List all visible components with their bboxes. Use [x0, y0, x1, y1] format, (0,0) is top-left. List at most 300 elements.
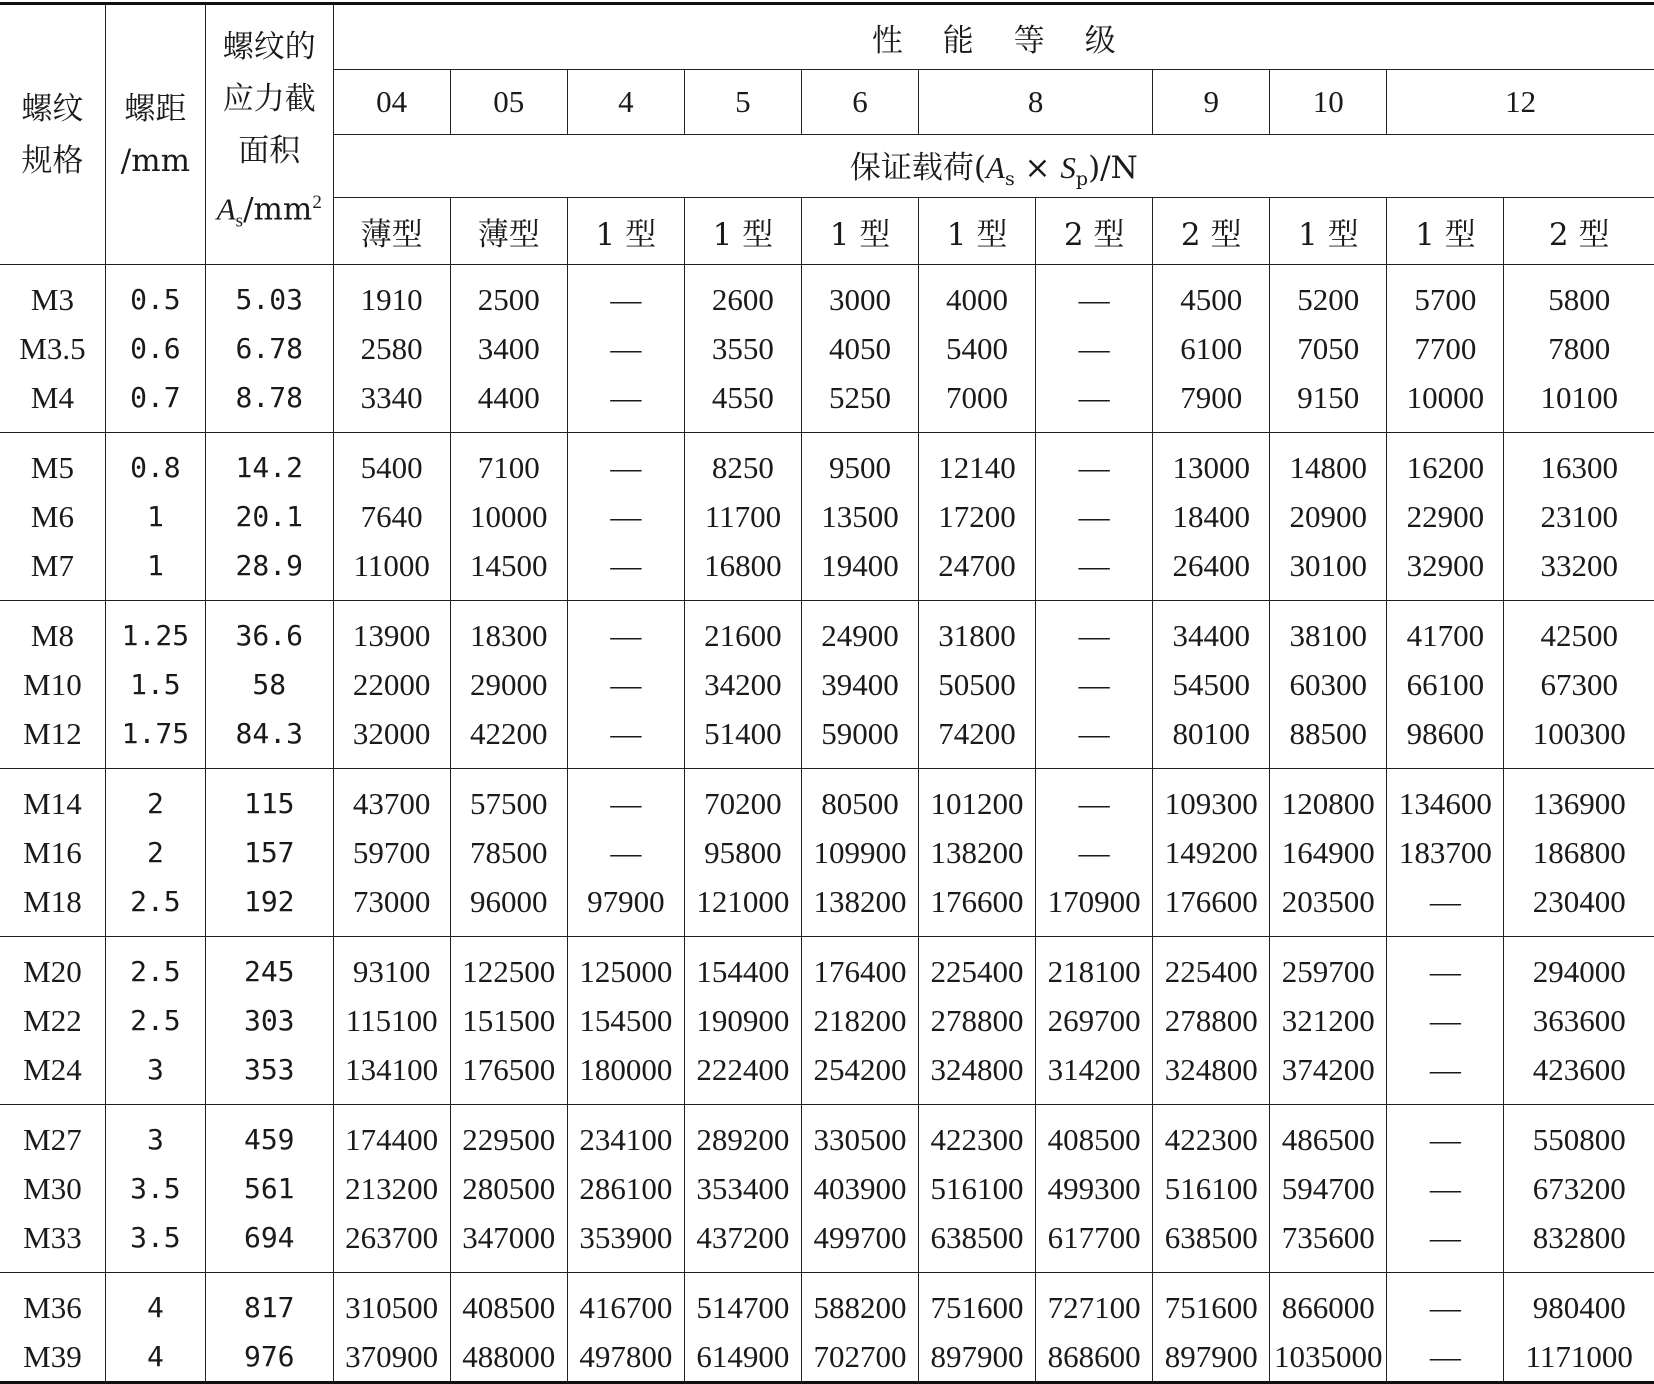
- proof-load-cell: 16300: [1504, 433, 1654, 493]
- proof-load-cell: 93100: [333, 937, 450, 997]
- thread-spec-cell: M24: [0, 1045, 105, 1105]
- nut-type-cell: 1 型: [1387, 198, 1504, 265]
- proof-load-cell: 18400: [1153, 492, 1270, 541]
- proof-load-cell: 134600: [1387, 769, 1504, 829]
- proof-load-a-sub: s: [1004, 168, 1015, 191]
- proof-load-cell: 353900: [567, 1213, 684, 1273]
- stress-area-cell: 36.6: [205, 601, 333, 661]
- proof-load-cell: 7100: [450, 433, 567, 493]
- proof-load-cell: —: [1387, 937, 1504, 997]
- proof-load-cell: 353400: [684, 1164, 801, 1213]
- proof-load-cell: 186800: [1504, 828, 1654, 877]
- pitch-cell: 2: [105, 769, 205, 829]
- proof-load-cell: 594700: [1270, 1164, 1387, 1213]
- stress-area-symbol-sub: s: [235, 210, 244, 232]
- proof-load-cell: 866000: [1270, 1273, 1387, 1333]
- proof-load-cell: 14500: [450, 541, 567, 601]
- proof-load-cell: 8250: [684, 433, 801, 493]
- proof-load-cell: 16800: [684, 541, 801, 601]
- table-row: [0, 433, 1654, 493]
- proof-load-cell: 134100: [333, 1045, 450, 1105]
- proof-load-cell: 422300: [919, 1105, 1036, 1165]
- proof-load-cell: —: [567, 828, 684, 877]
- pitch-cell: 1: [105, 492, 205, 541]
- stress-area-cell: 694: [205, 1213, 333, 1273]
- stress-area-cell: 58: [205, 660, 333, 709]
- proof-load-cell: 278800: [919, 996, 1036, 1045]
- pitch-cell: 2.5: [105, 937, 205, 997]
- proof-load-cell: 7050: [1270, 324, 1387, 373]
- proof-load-cell: —: [567, 660, 684, 709]
- proof-load-cell: 330500: [801, 1105, 918, 1165]
- proof-load-cell: 176400: [801, 937, 918, 997]
- stress-area-cell: 115: [205, 769, 333, 829]
- proof-load-cell: 16200: [1387, 433, 1504, 493]
- stress-area-header-line2: 应力截: [222, 81, 316, 118]
- proof-load-cell: 218100: [1036, 937, 1153, 997]
- grade-header-cell: 8: [919, 70, 1153, 135]
- proof-load-cell: 19400: [801, 541, 918, 601]
- grade-header-cell: 4: [567, 70, 684, 135]
- proof-load-cell: 1171000: [1504, 1332, 1654, 1383]
- table-header: [0, 4, 1654, 265]
- proof-load-cell: 151500: [450, 996, 567, 1045]
- thread-spec-header-line2: 规格: [21, 142, 84, 179]
- proof-load-cell: 101200: [919, 769, 1036, 829]
- nut-type-cell: 薄型: [450, 198, 567, 265]
- pitch-cell: 2.5: [105, 996, 205, 1045]
- proof-load-cell: 43700: [333, 769, 450, 829]
- proof-load-cell: 347000: [450, 1213, 567, 1273]
- proof-load-cell: 26400: [1153, 541, 1270, 601]
- proof-load-cell: —: [1036, 265, 1153, 325]
- proof-load-cell: 154500: [567, 996, 684, 1045]
- proof-load-cell: 66100: [1387, 660, 1504, 709]
- proof-load-cell: 24900: [801, 601, 918, 661]
- proof-load-cell: —: [1036, 324, 1153, 373]
- table-row: [0, 1045, 1654, 1105]
- proof-load-cell: —: [1036, 769, 1153, 829]
- proof-load-cell: 11700: [684, 492, 801, 541]
- stress-area-header: [205, 4, 333, 265]
- proof-load-cell: 10100: [1504, 373, 1654, 433]
- thread-spec-cell: M22: [0, 996, 105, 1045]
- grade-title: 性能等级: [333, 4, 1654, 70]
- pitch-cell: 0.7: [105, 373, 205, 433]
- thread-spec-header: [0, 4, 105, 265]
- table-row: [0, 1273, 1654, 1333]
- proof-load-cell: 164900: [1270, 828, 1387, 877]
- proof-load-cell: 42200: [450, 709, 567, 769]
- proof-load-cell: —: [567, 541, 684, 601]
- proof-load-cell: 183700: [1387, 828, 1504, 877]
- proof-load-cell: 408500: [1036, 1105, 1153, 1165]
- stress-area-cell: 976: [205, 1332, 333, 1383]
- proof-load-cell: 12140: [919, 433, 1036, 493]
- proof-load-cell: 149200: [1153, 828, 1270, 877]
- proof-load-suffix: )/N: [1088, 149, 1138, 186]
- proof-load-cell: 673200: [1504, 1164, 1654, 1213]
- proof-load-cell: 3340: [333, 373, 450, 433]
- proof-load-cell: 897900: [1153, 1332, 1270, 1383]
- proof-load-cell: 14800: [1270, 433, 1387, 493]
- proof-load-cell: 403900: [801, 1164, 918, 1213]
- proof-load-cell: 9150: [1270, 373, 1387, 433]
- proof-load-cell: 109900: [801, 828, 918, 877]
- proof-load-cell: 980400: [1504, 1273, 1654, 1333]
- proof-load-cell: 60300: [1270, 660, 1387, 709]
- nut-type-cell: 1 型: [919, 198, 1036, 265]
- thread-spec-cell: M3.5: [0, 324, 105, 373]
- proof-load-cell: —: [567, 601, 684, 661]
- thread-spec-cell: M12: [0, 709, 105, 769]
- proof-load-cell: 280500: [450, 1164, 567, 1213]
- proof-load-cell: 7000: [919, 373, 1036, 433]
- proof-load-cell: 488000: [450, 1332, 567, 1383]
- proof-load-cell: 100300: [1504, 709, 1654, 769]
- proof-load-cell: 59000: [801, 709, 918, 769]
- proof-load-cell: 2580: [333, 324, 450, 373]
- proof-load-cell: 23100: [1504, 492, 1654, 541]
- proof-load-cell: 437200: [684, 1213, 801, 1273]
- proof-load-cell: 138200: [801, 877, 918, 937]
- proof-load-cell: —: [1387, 877, 1504, 937]
- proof-load-cell: 121000: [684, 877, 801, 937]
- nut-type-cell: 1 型: [1270, 198, 1387, 265]
- proof-load-cell: —: [1036, 601, 1153, 661]
- pitch-cell: 1: [105, 541, 205, 601]
- proof-load-cell: 638500: [919, 1213, 1036, 1273]
- proof-load-cell: —: [567, 769, 684, 829]
- proof-load-cell: 617700: [1036, 1213, 1153, 1273]
- proof-load-cell: 6100: [1153, 324, 1270, 373]
- proof-load-cell: 11000: [333, 541, 450, 601]
- proof-load-cell: 5200: [1270, 265, 1387, 325]
- thread-spec-cell: M30: [0, 1164, 105, 1213]
- table-row: [0, 265, 1654, 325]
- proof-load-cell: 2500: [450, 265, 567, 325]
- proof-load-cell: 51400: [684, 709, 801, 769]
- proof-load-cell: 32000: [333, 709, 450, 769]
- stress-area-cell: 84.3: [205, 709, 333, 769]
- pitch-header-line2: /mm: [120, 142, 190, 179]
- table-row: [0, 324, 1654, 373]
- pitch-cell: 2: [105, 828, 205, 877]
- grade-header-cell: 9: [1153, 70, 1270, 135]
- table-row: [0, 541, 1654, 601]
- proof-load-cell: —: [1036, 492, 1153, 541]
- stress-area-cell: 157: [205, 828, 333, 877]
- table-row: [0, 996, 1654, 1045]
- proof-load-cell: 54500: [1153, 660, 1270, 709]
- proof-load-cell: —: [1387, 1105, 1504, 1165]
- proof-load-cell: 42500: [1504, 601, 1654, 661]
- proof-load-cell: 516100: [1153, 1164, 1270, 1213]
- proof-load-cell: 30100: [1270, 541, 1387, 601]
- table-row: [0, 769, 1654, 829]
- thread-spec-cell: M10: [0, 660, 105, 709]
- pitch-cell: 0.8: [105, 433, 205, 493]
- stress-area-cell: 5.03: [205, 265, 333, 325]
- proof-load-cell: 98600: [1387, 709, 1504, 769]
- proof-load-cell: 88500: [1270, 709, 1387, 769]
- proof-load-cell: 254200: [801, 1045, 918, 1105]
- proof-load-cell: 13900: [333, 601, 450, 661]
- proof-load-cell: 33200: [1504, 541, 1654, 601]
- proof-load-cell: 125000: [567, 937, 684, 997]
- proof-load-cell: 24700: [919, 541, 1036, 601]
- grade-header-cell: 6: [801, 70, 918, 135]
- nut-type-cell: 2 型: [1504, 198, 1654, 265]
- nut-type-cell: 1 型: [567, 198, 684, 265]
- grade-header-cell: 12: [1387, 70, 1654, 135]
- table-row: [0, 1332, 1654, 1383]
- proof-load-cell: 3550: [684, 324, 801, 373]
- proof-load-cell: 13000: [1153, 433, 1270, 493]
- proof-load-cell: —: [1387, 1164, 1504, 1213]
- proof-load-cell: 751600: [1153, 1273, 1270, 1333]
- proof-load-cell: 13500: [801, 492, 918, 541]
- proof-load-cell: 514700: [684, 1273, 801, 1333]
- proof-load-cell: 73000: [333, 877, 450, 937]
- thread-spec-cell: M39: [0, 1332, 105, 1383]
- proof-load-cell: 5250: [801, 373, 918, 433]
- table-body: [0, 265, 1654, 1383]
- proof-load-cell: 294000: [1504, 937, 1654, 997]
- proof-load-cell: 497800: [567, 1332, 684, 1383]
- proof-load-cell: 1035000: [1270, 1332, 1387, 1383]
- stress-area-header-line1: 螺纹的: [222, 29, 316, 66]
- nut-type-cell: 1 型: [684, 198, 801, 265]
- grade-header-cell: 5: [684, 70, 801, 135]
- pitch-cell: 3.5: [105, 1213, 205, 1273]
- proof-load-cell: —: [1036, 828, 1153, 877]
- proof-load-cell: 122500: [450, 937, 567, 997]
- thread-spec-cell: M20: [0, 937, 105, 997]
- proof-load-cell: 286100: [567, 1164, 684, 1213]
- stress-area-cell: 245: [205, 937, 333, 997]
- table-row: [0, 828, 1654, 877]
- proof-load-cell: —: [1387, 1213, 1504, 1273]
- proof-load-cell: —: [567, 433, 684, 493]
- proof-load-cell: —: [1036, 541, 1153, 601]
- pitch-cell: 1.5: [105, 660, 205, 709]
- proof-load-cell: 370900: [333, 1332, 450, 1383]
- proof-load-cell: 95800: [684, 828, 801, 877]
- proof-load-cell: 170900: [1036, 877, 1153, 937]
- thread-spec-cell: M5: [0, 433, 105, 493]
- proof-load-cell: 80500: [801, 769, 918, 829]
- proof-load-cell: 229500: [450, 1105, 567, 1165]
- proof-load-cell: 5700: [1387, 265, 1504, 325]
- proof-load-a-symbol: A: [986, 149, 1005, 185]
- proof-load-cell: 97900: [567, 877, 684, 937]
- nut-type-cell: 2 型: [1153, 198, 1270, 265]
- nut-type-cell: 1 型: [801, 198, 918, 265]
- proof-load-cell: 4050: [801, 324, 918, 373]
- proof-load-cell: —: [1036, 373, 1153, 433]
- proof-load-cell: 7640: [333, 492, 450, 541]
- stress-area-cell: 459: [205, 1105, 333, 1165]
- proof-load-table: [0, 2, 1654, 1384]
- thread-spec-cell: M8: [0, 601, 105, 661]
- proof-load-cell: 74200: [919, 709, 1036, 769]
- proof-load-cell: 5400: [333, 433, 450, 493]
- proof-load-cell: 67300: [1504, 660, 1654, 709]
- proof-load-cell: 897900: [919, 1332, 1036, 1383]
- proof-load-cell: —: [1036, 709, 1153, 769]
- pitch-cell: 3.5: [105, 1164, 205, 1213]
- proof-load-cell: 363600: [1504, 996, 1654, 1045]
- thread-spec-cell: M27: [0, 1105, 105, 1165]
- proof-load-cell: 1910: [333, 265, 450, 325]
- proof-load-cell: 486500: [1270, 1105, 1387, 1165]
- proof-load-cell: 832800: [1504, 1213, 1654, 1273]
- thread-spec-cell: M36: [0, 1273, 105, 1333]
- stress-area-cell: 28.9: [205, 541, 333, 601]
- proof-load-cell: 324800: [1153, 1045, 1270, 1105]
- proof-load-cell: 230400: [1504, 877, 1654, 937]
- pitch-cell: 4: [105, 1332, 205, 1383]
- proof-load-cell: —: [567, 492, 684, 541]
- table-row: [0, 937, 1654, 997]
- proof-load-cell: 80100: [1153, 709, 1270, 769]
- proof-load-cell: —: [1387, 1045, 1504, 1105]
- proof-load-cell: 213200: [333, 1164, 450, 1213]
- proof-load-cell: 32900: [1387, 541, 1504, 601]
- table-row: [0, 660, 1654, 709]
- proof-load-cell: —: [1387, 1273, 1504, 1333]
- proof-load-cell: 78500: [450, 828, 567, 877]
- proof-load-s-symbol: S: [1060, 149, 1076, 185]
- proof-load-cell: 4500: [1153, 265, 1270, 325]
- thread-spec-cell: M14: [0, 769, 105, 829]
- table-row: [0, 1105, 1654, 1165]
- proof-load-cell: 7800: [1504, 324, 1654, 373]
- proof-load-cell: 321200: [1270, 996, 1387, 1045]
- thread-spec-cell: M6: [0, 492, 105, 541]
- proof-load-cell: 516100: [919, 1164, 1036, 1213]
- proof-load-cell: 4550: [684, 373, 801, 433]
- proof-load-cell: 22000: [333, 660, 450, 709]
- stress-area-cell: 817: [205, 1273, 333, 1333]
- proof-load-cell: 416700: [567, 1273, 684, 1333]
- proof-load-cell: 9500: [801, 433, 918, 493]
- pitch-cell: 3: [105, 1105, 205, 1165]
- pitch-cell: 0.6: [105, 324, 205, 373]
- thread-spec-cell: M4: [0, 373, 105, 433]
- proof-load-cell: 222400: [684, 1045, 801, 1105]
- proof-load-cell: —: [567, 373, 684, 433]
- proof-load-cell: 314200: [1036, 1045, 1153, 1105]
- proof-load-cell: 10000: [450, 492, 567, 541]
- table-row: [0, 601, 1654, 661]
- proof-load-cell: 868600: [1036, 1332, 1153, 1383]
- proof-load-s-sub: p: [1075, 168, 1089, 191]
- proof-load-cell: 225400: [919, 937, 1036, 997]
- proof-load-cell: 234100: [567, 1105, 684, 1165]
- stress-area-header-line3: 面积: [238, 133, 301, 170]
- proof-load-cell: 34400: [1153, 601, 1270, 661]
- proof-load-cell: 5800: [1504, 265, 1654, 325]
- stress-area-unit: [206, 177, 333, 248]
- proof-load-cell: 70200: [684, 769, 801, 829]
- thread-spec-cell: M18: [0, 877, 105, 937]
- proof-load-cell: 203500: [1270, 877, 1387, 937]
- proof-load-cell: 263700: [333, 1213, 450, 1273]
- pitch-header: [105, 4, 205, 265]
- nut-type-cell: 薄型: [333, 198, 450, 265]
- grade-header-cell: 05: [450, 70, 567, 135]
- proof-load-cell: 29000: [450, 660, 567, 709]
- proof-load-cell: 22900: [1387, 492, 1504, 541]
- proof-load-times: ×: [1014, 149, 1061, 186]
- thread-spec-cell: M7: [0, 541, 105, 601]
- pitch-header-line1: 螺距: [124, 90, 187, 127]
- pitch-cell: 4: [105, 1273, 205, 1333]
- stress-area-cell: 192: [205, 877, 333, 937]
- proof-load-cell: 2600: [684, 265, 801, 325]
- proof-load-cell: 138200: [919, 828, 1036, 877]
- proof-load-cell: 109300: [1153, 769, 1270, 829]
- proof-load-cell: 702700: [801, 1332, 918, 1383]
- proof-load-cell: —: [1036, 433, 1153, 493]
- stress-area-cell: 20.1: [205, 492, 333, 541]
- proof-load-cell: —: [1387, 1332, 1504, 1383]
- stress-area-cell: 6.78: [205, 324, 333, 373]
- proof-load-cell: 96000: [450, 877, 567, 937]
- stress-area-cell: 353: [205, 1045, 333, 1105]
- proof-load-title: [333, 135, 1654, 198]
- proof-load-cell: 289200: [684, 1105, 801, 1165]
- proof-load-cell: 7700: [1387, 324, 1504, 373]
- thread-spec-cell: M3: [0, 265, 105, 325]
- pitch-cell: 1.25: [105, 601, 205, 661]
- grade-header-cell: 04: [333, 70, 450, 135]
- proof-load-cell: —: [567, 265, 684, 325]
- proof-load-cell: 269700: [1036, 996, 1153, 1045]
- proof-load-cell: —: [1036, 660, 1153, 709]
- proof-load-cell: 5400: [919, 324, 1036, 373]
- proof-load-cell: 310500: [333, 1273, 450, 1333]
- proof-load-cell: 408500: [450, 1273, 567, 1333]
- proof-load-cell: 20900: [1270, 492, 1387, 541]
- proof-load-cell: 550800: [1504, 1105, 1654, 1165]
- proof-load-cell: 422300: [1153, 1105, 1270, 1165]
- stress-area-cell: 8.78: [205, 373, 333, 433]
- proof-load-cell: 120800: [1270, 769, 1387, 829]
- stress-area-symbol: A: [216, 191, 236, 227]
- pitch-cell: 2.5: [105, 877, 205, 937]
- proof-load-cell: 57500: [450, 769, 567, 829]
- proof-load-cell: 59700: [333, 828, 450, 877]
- proof-load-cell: 751600: [919, 1273, 1036, 1333]
- proof-load-cell: 176500: [450, 1045, 567, 1105]
- proof-load-cell: 174400: [333, 1105, 450, 1165]
- proof-load-prefix: 保证载荷(: [849, 149, 986, 186]
- proof-load-cell: 3000: [801, 265, 918, 325]
- proof-load-cell: 154400: [684, 937, 801, 997]
- stress-area-cell: 14.2: [205, 433, 333, 493]
- proof-load-cell: 499700: [801, 1213, 918, 1273]
- nut-type-cell: 2 型: [1036, 198, 1153, 265]
- proof-load-cell: 10000: [1387, 373, 1504, 433]
- proof-load-cell: 218200: [801, 996, 918, 1045]
- proof-load-cell: 7900: [1153, 373, 1270, 433]
- proof-load-cell: 176600: [919, 877, 1036, 937]
- table-row: [0, 709, 1654, 769]
- proof-load-cell: 21600: [684, 601, 801, 661]
